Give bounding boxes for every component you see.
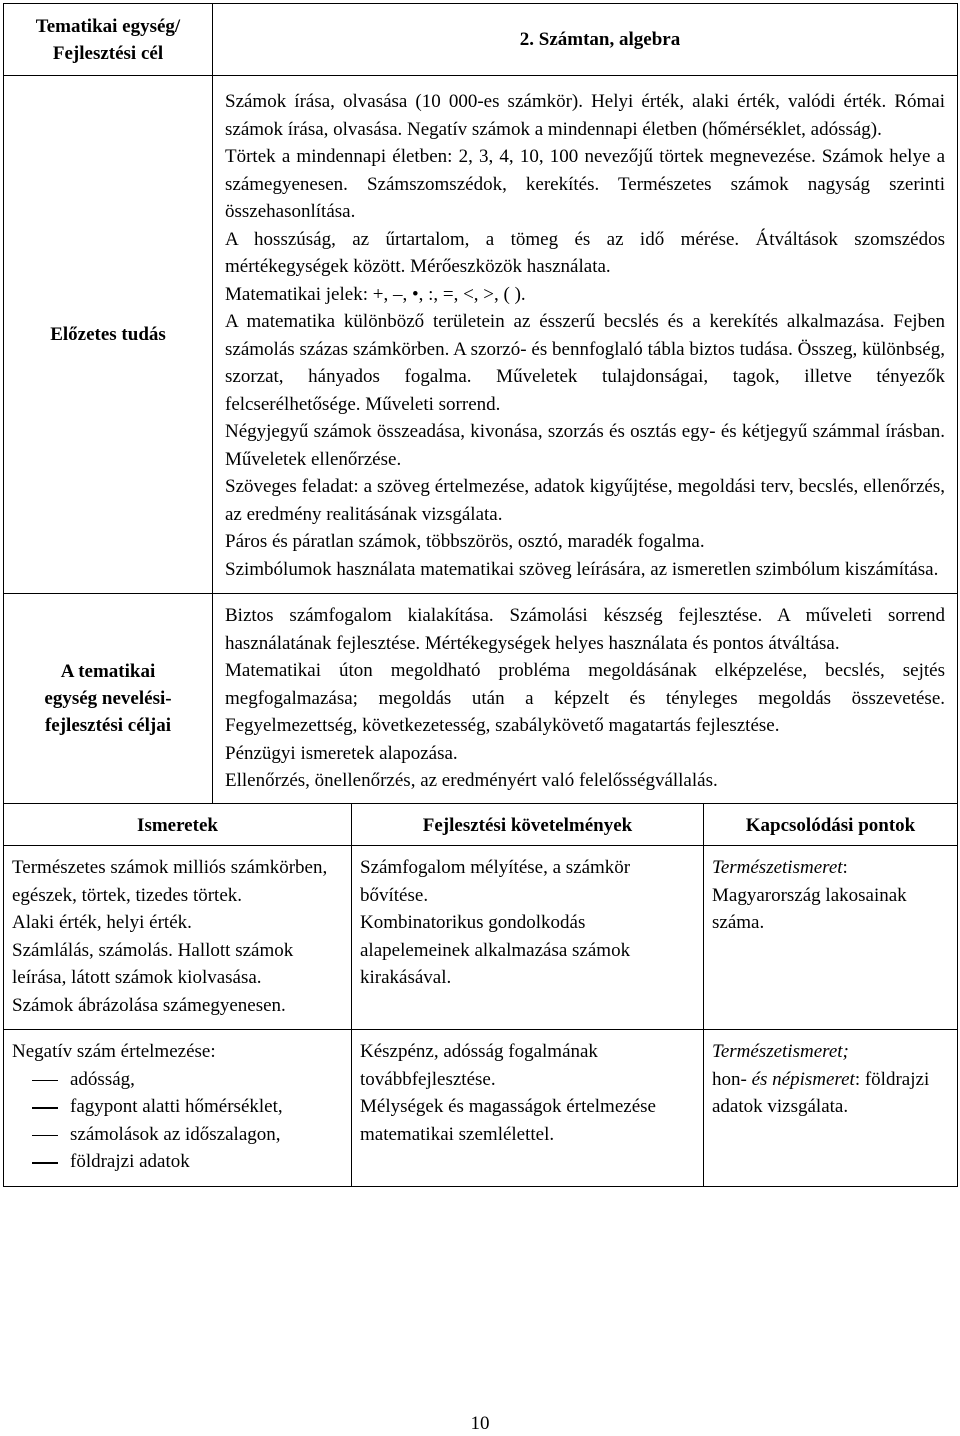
list-item: földrajzi adatok	[12, 1148, 343, 1176]
connections-cell	[704, 1030, 958, 1187]
page-number: 10	[470, 1413, 490, 1434]
prior-knowledge-paragraph: A hosszúság, az űrtartalom, a tömeg és az idő mérése. Átváltások szomszédos mértékegységek között. Mérőeszközök használata.	[225, 228, 945, 277]
prior-knowledge-paragraph: Páros és páratlan számok, többszörös, osztó, maradék fogalma.	[225, 531, 705, 552]
content-table	[3, 804, 958, 1187]
requirements-cell	[352, 1030, 704, 1187]
document-page	[3, 3, 957, 1187]
prior-knowledge-paragraph: Matematikai jelek: +, –, •, :, =, <, >, ( ).	[225, 283, 526, 305]
goals-label-line1: A tematikai	[60, 660, 156, 682]
knowledge-line: Természetes számok milliós számkörben, egészek, törtek, tizedes törtek.	[12, 857, 328, 906]
connection-prefix: hon-	[712, 1068, 752, 1090]
goals-paragraph: Biztos számfogalom kialakítása. Számolási készség fejlesztése. A műveleti sorrend használatának fejlesztése. Mértékegységek helyes használata és pontos átváltása.	[225, 605, 945, 654]
connection-text	[712, 1066, 949, 1121]
content-table-header	[4, 804, 958, 846]
header-row	[4, 4, 958, 76]
table-row	[4, 846, 958, 1030]
prior-knowledge-paragraph: Szöveges feladat: a szöveg értelmezése, adatok kigyűjtése, megoldási terv, becslés, ellenőrzés, az eredmény realitásának vizsgálata.	[225, 476, 945, 525]
unit-overview-table	[3, 3, 958, 804]
connections-cell	[704, 846, 958, 1030]
requirement-line: Számfogalom mélyítése, a számkör bővítése.	[360, 857, 631, 906]
knowledge-line: Negatív szám értelmezése:	[12, 1041, 216, 1062]
prior-knowledge-row	[4, 76, 958, 594]
prior-knowledge-paragraph: Számok írása, olvasása (10 000-es számkör). Helyi érték, alaki érték, valódi érték. Római számok írása, olvasása. Negatív számok a mindennapi életben (hőmérséklet, adósság).	[225, 91, 945, 140]
goals-paragraph: Matematikai úton megoldható probléma megoldásának elképzelése, becslés, sejtés megfogalmazása; megoldás után a képzelt és tényleges megoldás összevetése. Fegyelmezettség, következetesség, szabálykövető magatartás fejlesztése.	[225, 660, 945, 736]
goals-label-line2: egység nevelési-	[44, 687, 172, 709]
column-header-connections: Kapcsolódási pontok	[704, 804, 958, 846]
prior-knowledge-paragraph: Szimbólumok használata matematikai szöveg leírására, az ismeretlen szimbólum kiszámítása.	[225, 558, 939, 580]
connection-text	[712, 854, 949, 937]
connection-subject: Természetismeret	[712, 857, 843, 878]
column-header-knowledge: Ismeretek	[4, 804, 352, 846]
list-item: számolások az időszalagon,	[12, 1121, 343, 1149]
goals-content	[213, 594, 958, 804]
knowledge-cell	[4, 1030, 352, 1187]
header-left-line1: Tematikai egység/	[35, 16, 181, 37]
unit-title: 2. Számtan, algebra	[213, 4, 958, 76]
knowledge-cell	[4, 846, 352, 1030]
column-header-requirements: Fejlesztési követelmények	[352, 804, 704, 846]
knowledge-line: Alaki érték, helyi érték.	[12, 912, 192, 933]
prior-knowledge-paragraph: Négyjegyű számok összeadása, kivonása, szorzás és osztás egy- és kétjegyű számmal írásban. Műveletek ellenőrzése.	[225, 421, 945, 470]
list-item: adósság,	[12, 1066, 343, 1094]
header-left-line2: Fejlesztési cél	[52, 43, 164, 64]
goals-paragraph: Pénzügyi ismeretek alapozása.	[225, 742, 458, 764]
connection-detail: földrajzi adatok vizsgálata.	[712, 1068, 930, 1117]
connection-subject: Természetismeret;	[712, 1041, 849, 1062]
knowledge-line: Számok ábrázolása számegyenesen.	[12, 994, 286, 1016]
knowledge-list	[12, 1066, 343, 1176]
prior-knowledge-paragraph: Törtek a mindennapi életben: 2, 3, 4, 10, 100 nevezőjű törtek megnevezése. Számok helye a számegyenesen. Számszomszédok, kerekítés. Természetes számok nagyság szerinti összehasonlítása.	[225, 146, 945, 222]
goals-paragraph: Ellenőrzés, önellenőrzés, az eredményért való felelősségvállalás.	[225, 770, 718, 791]
connection-detail: Magyarország lakosainak száma.	[712, 884, 907, 933]
list-item: fagypont alatti hőmérséklet,	[12, 1093, 343, 1121]
requirement-line: Kombinatorikus gondolkodás alapelemeinek alkalmazása számok kirakásával.	[360, 912, 631, 988]
requirement-line: Készpénz, adósság fogalmának továbbfejlesztése.	[360, 1041, 598, 1090]
prior-knowledge-paragraph: A matematika különböző területein az ésszerű becslés és a kerekítés alkalmazása. Fejben számolás százas számkörben. A szorzó- és bennfoglaló tábla biztos tudása. Összeg, különbség, szorzat, hányados fogalma. Műveletek tulajdonságai, tagok, illetve tényezők felcserélhetősége. Műveleti sorrend.	[225, 311, 945, 415]
requirements-cell	[352, 846, 704, 1030]
prior-knowledge-content	[213, 76, 958, 594]
prior-knowledge-label: Előzetes tudás	[4, 76, 213, 594]
goals-label	[4, 594, 213, 804]
connection-colon: :	[842, 857, 848, 878]
connection-colon: :	[854, 1068, 861, 1090]
table-row	[4, 1030, 958, 1187]
connection-subject-2: és népismeret	[751, 1068, 855, 1090]
knowledge-line: Számlálás, számolás. Hallott számok leírása, látott számok kiolvasása.	[12, 939, 294, 988]
goals-row	[4, 594, 958, 804]
header-left-cell	[4, 4, 213, 76]
requirement-line: Mélységek és magasságok értelmezése matematikai szemlélettel.	[360, 1096, 656, 1145]
goals-label-line3: fejlesztési céljai	[44, 714, 172, 736]
